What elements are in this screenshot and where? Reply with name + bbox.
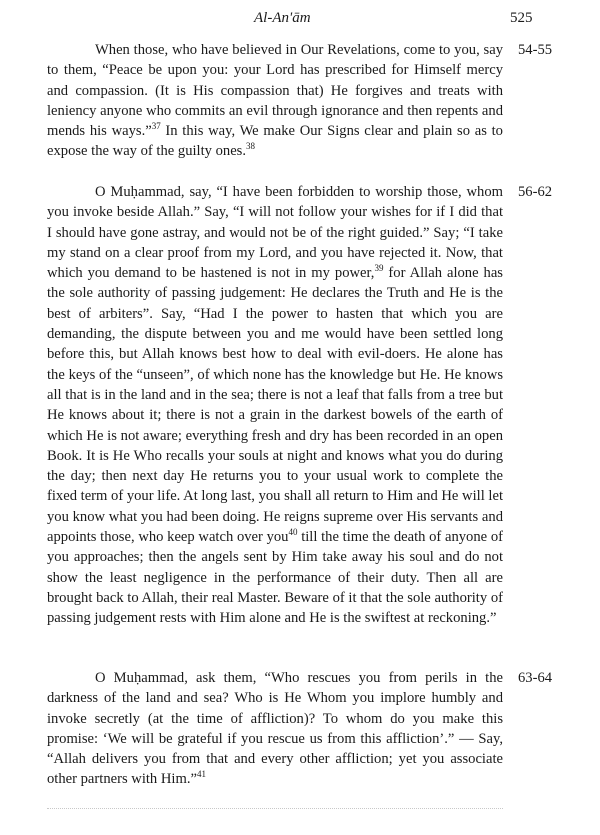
paragraph-text: for Allah alone has the sole authority of passing judgement: He declares the Truth and He is the best of arbiters”. Say, “Had I the power to hasten that which you are demanding, the dispute between you and me would have been settled long before this, but Allah knows best how to deal with evil-doers. He alone has the keys of the “unseen”, of which none has the knowledge but He. He knows all that is in the land and in the sea; there is not a leaf that falls from a tree but He knows about it; there is not a grain in the darkest bowels of the earth of which He is not aware; everything fresh and dry has been recorded in an open Book. It is He Who recalls your souls at night and knows what you do during the day; then next day He returns you to your usual work to complete the fixed term of your life. At long last, you shall all return to Him and He will let you know what you had been doing. He reigns supreme over His servants and appoints those, who keep watch over you bbox=[47, 265, 503, 546]
paragraph-text: till the time the death of anyone of you approaches; then the angels sent by Him take away his soul and do not show the least negligence in the performance of their duty. Then all are brought back to Allah, their real Master. Beware of it that the sole authority of passing judgement rests with Him alone and He is the swiftest at reckoning.” bbox=[47, 529, 503, 627]
footnote-marker: 39 bbox=[374, 263, 384, 274]
footnote-marker: 38 bbox=[246, 141, 255, 152]
verse-range-label: 63-64 bbox=[518, 670, 553, 686]
paragraph-verses-63-64 bbox=[47, 668, 503, 790]
paragraph-text: O Muḥammad, say, “I have been forbidden to worship those, whom you invoke beside Allah.” Say, “I will not follow your wishes for if I did that I should have gone astray, and would not be of the right guided.” Say; “I take my stand on a clear proof from my Lord, and you have rejected it. Now, that which you demand to be hastened is not in my power, bbox=[47, 184, 503, 282]
footnote-marker: 37 bbox=[151, 121, 161, 132]
paragraph-text: O Muḥammad, ask them, “Who rescues you from perils in the darkness of the land and sea? Who is He Whom you implore humbly and invoke secretly (at the time of affliction)? To whom do you make this promise: ‘We will be grateful if you rescue us from this affliction’.” — Say, “Allah delivers you from that and every other affliction; yet you associate other partners with Him.” bbox=[47, 670, 503, 788]
verse-range-label: 56-62 bbox=[518, 184, 553, 200]
footnote-separator bbox=[47, 808, 503, 809]
paragraph-text: In this way, We make Our Signs clear and plain so as to expose the way of the guilty ones. bbox=[47, 123, 503, 160]
paragraph-verses-56-62 bbox=[47, 182, 503, 629]
running-header-title: Al-An'ām bbox=[254, 10, 311, 26]
verse-range-label: 54-55 bbox=[518, 42, 553, 58]
paragraph-text: When those, who have believed in Our Revelations, come to you, say to them, “Peace be upon you: your Lord has prescribed for Himself mercy and compassion. (It is His compassion that) He forgives and treats with leniency anyone who commits an evil through ignorance and then repents and mends his ways.” bbox=[47, 42, 503, 140]
paragraph-verses-54-55 bbox=[47, 40, 503, 162]
footnote-marker: 40 bbox=[288, 527, 298, 538]
page-number: 525 bbox=[510, 10, 533, 26]
footnote-marker: 41 bbox=[196, 769, 206, 780]
